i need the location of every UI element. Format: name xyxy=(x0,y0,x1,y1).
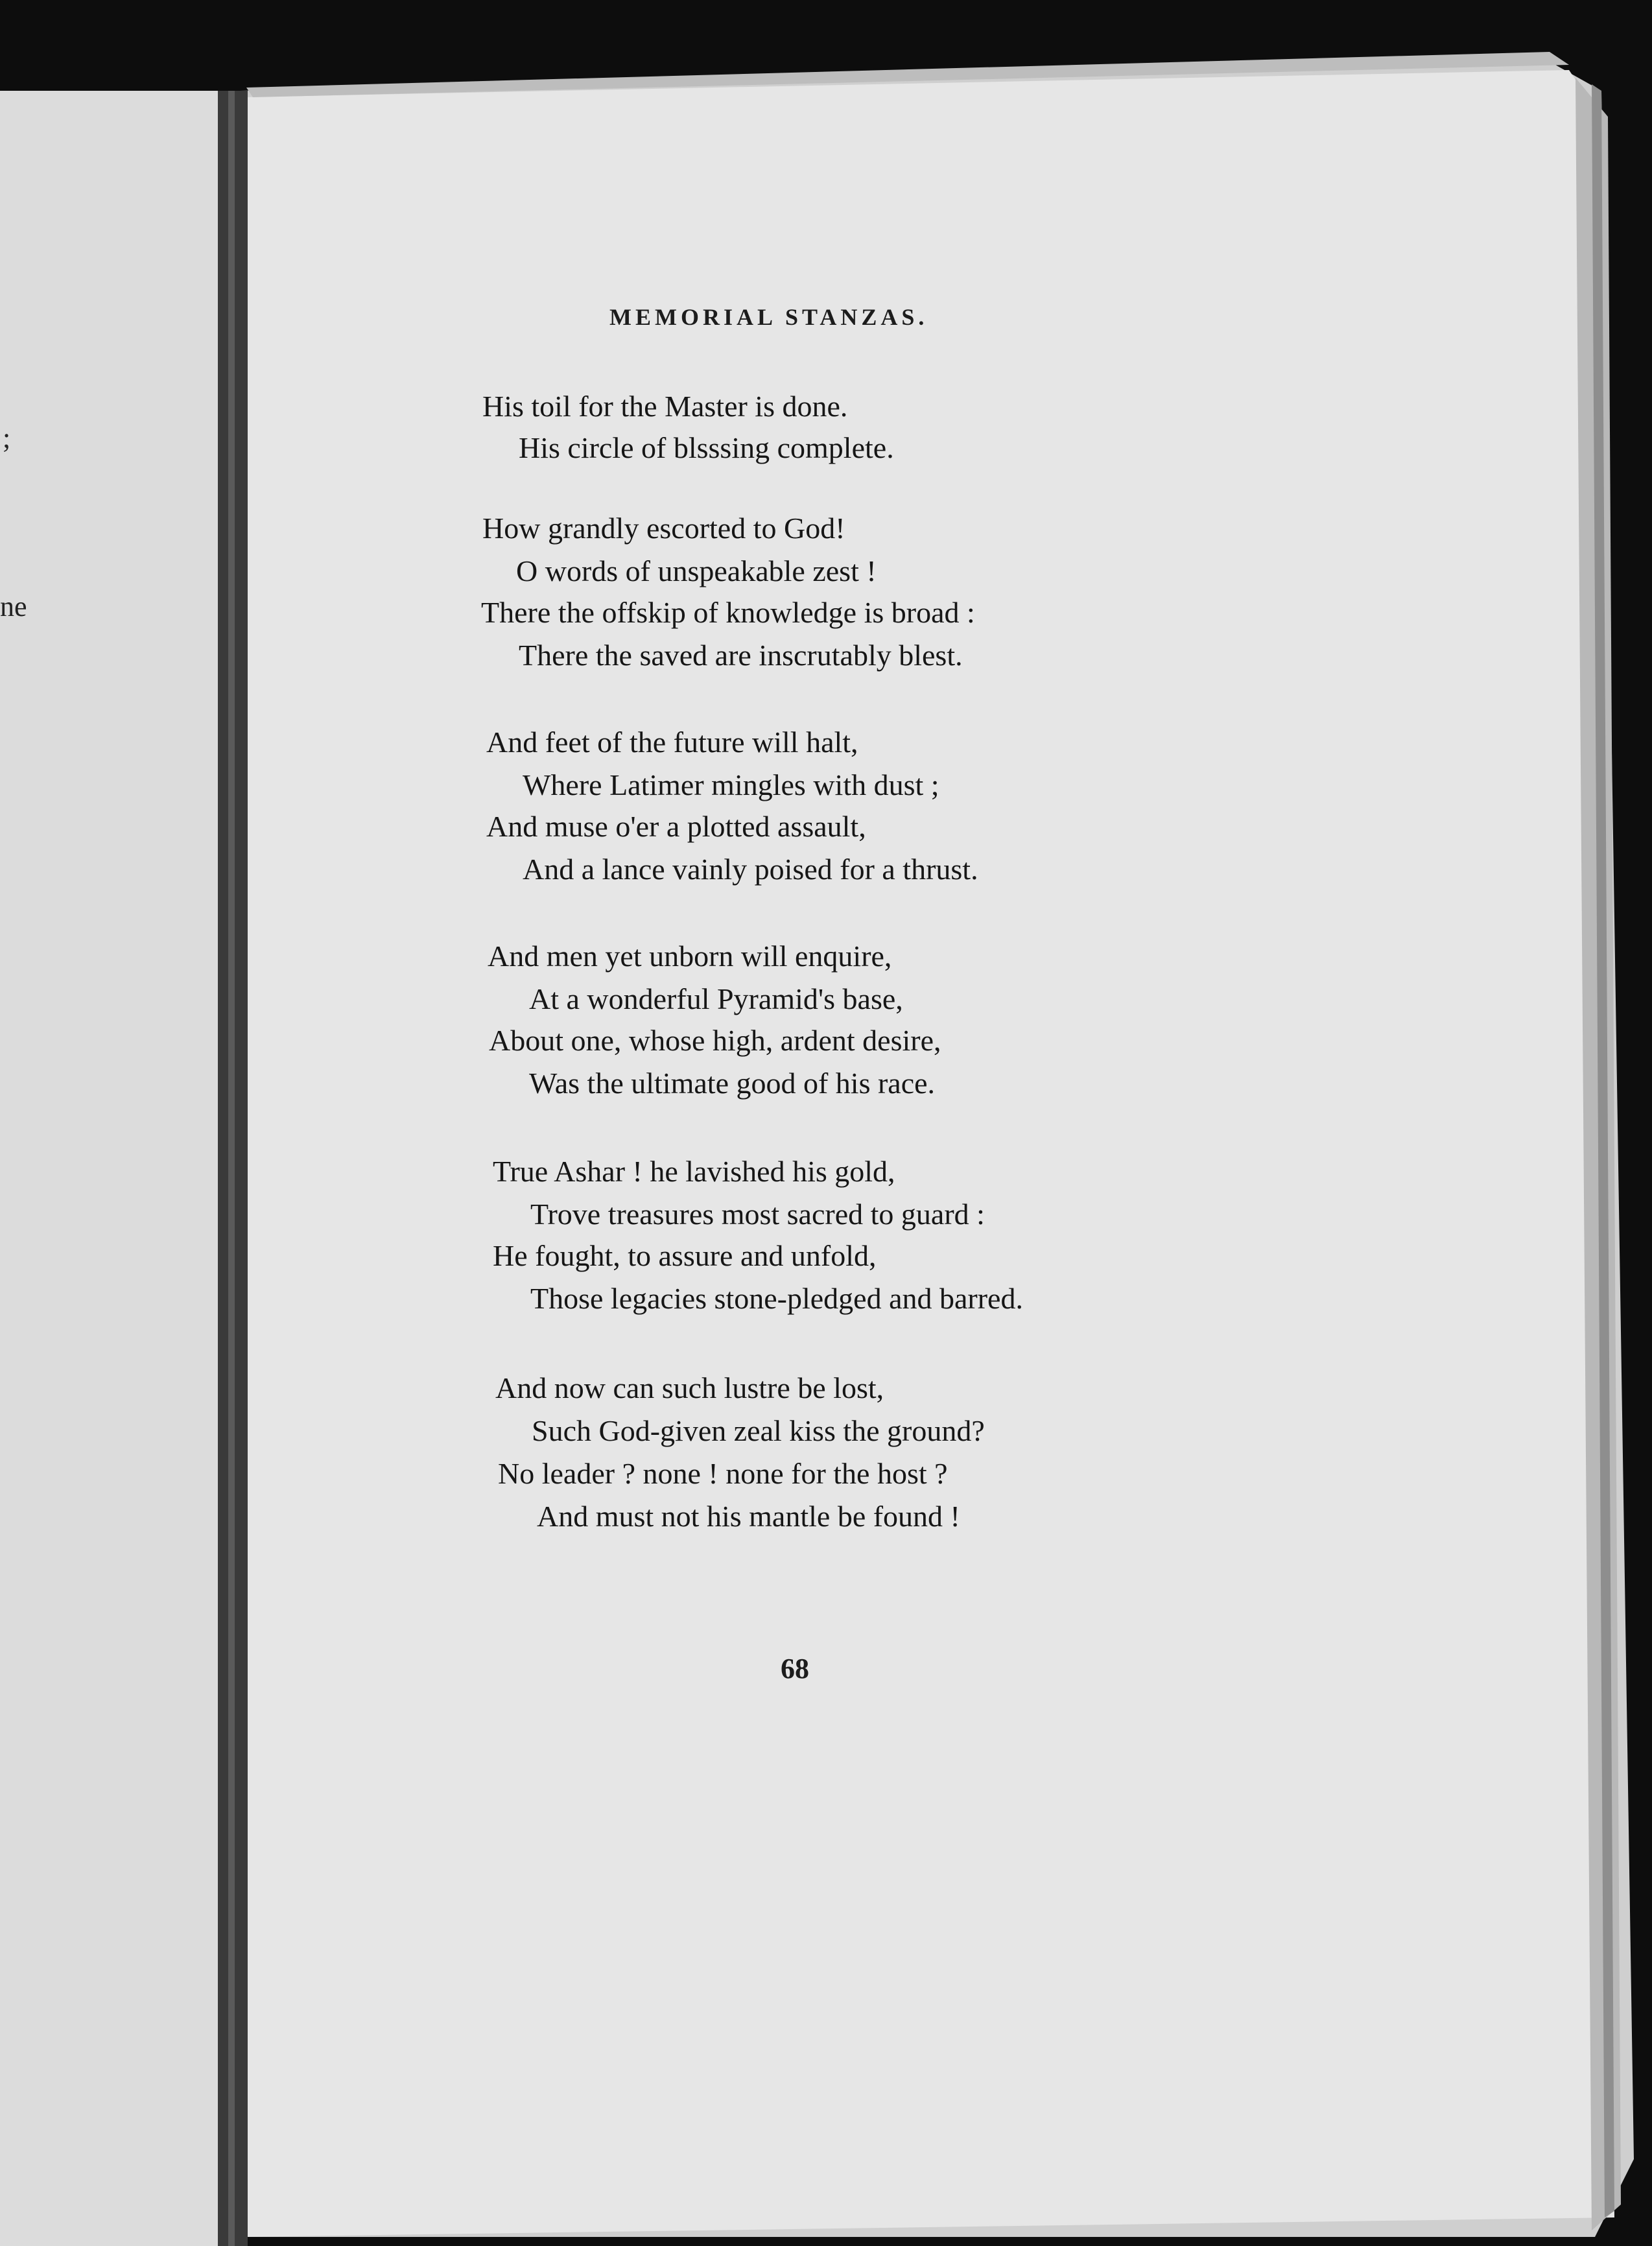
poem-line: At a wonderful Pyramid's base, xyxy=(529,982,903,1015)
right-page xyxy=(241,70,1614,2237)
poem-line: His circle of blsssing complete. xyxy=(519,431,894,464)
poem-line: And must not his mantle be found ! xyxy=(537,1500,960,1533)
poem-line: O words of unspeakable zest ! xyxy=(516,554,877,587)
poem-line: And now can such lustre be lost, xyxy=(495,1371,884,1404)
poem-line: There the offskip of knowledge is broad : xyxy=(481,596,975,629)
page-number: 68 xyxy=(781,1653,809,1684)
left-page xyxy=(0,91,233,2246)
poem-line: And muse o'er a plotted assault, xyxy=(486,810,866,843)
poem-line: True Ashar ! he lavished his gold, xyxy=(493,1155,895,1188)
poem-line: No leader ? none ! none for the host ? xyxy=(498,1457,948,1490)
left-page-word-fragment: ne xyxy=(0,591,27,622)
running-head: MEMORIAL STANZAS. xyxy=(609,304,928,330)
poem-line: His toil for the Master is done. xyxy=(482,390,848,423)
poem-line: And feet of the future will halt, xyxy=(486,726,858,759)
poem-line: Where Latimer mingles with dust ; xyxy=(523,768,939,801)
left-page-semicolon: ; xyxy=(3,422,11,454)
poem-line: He fought, to assure and unfold, xyxy=(493,1239,877,1272)
poem-line: There the saved are inscrutably blest. xyxy=(519,639,963,672)
poem-line: And a lance vainly poised for a thrust. xyxy=(523,853,978,886)
poem-line: Was the ultimate good of his race. xyxy=(529,1067,936,1100)
poem-line: Those legacies stone-pledged and barred. xyxy=(530,1282,1023,1315)
poem-line: How grandly escorted to God! xyxy=(482,512,845,545)
poem-line: Trove treasures most sacred to guard : xyxy=(530,1198,985,1231)
poem-line: About one, whose high, ardent desire, xyxy=(489,1024,941,1057)
poem-line: And men yet unborn will enquire, xyxy=(488,940,892,973)
poem-line: Such God-given zeal kiss the ground? xyxy=(532,1414,985,1447)
